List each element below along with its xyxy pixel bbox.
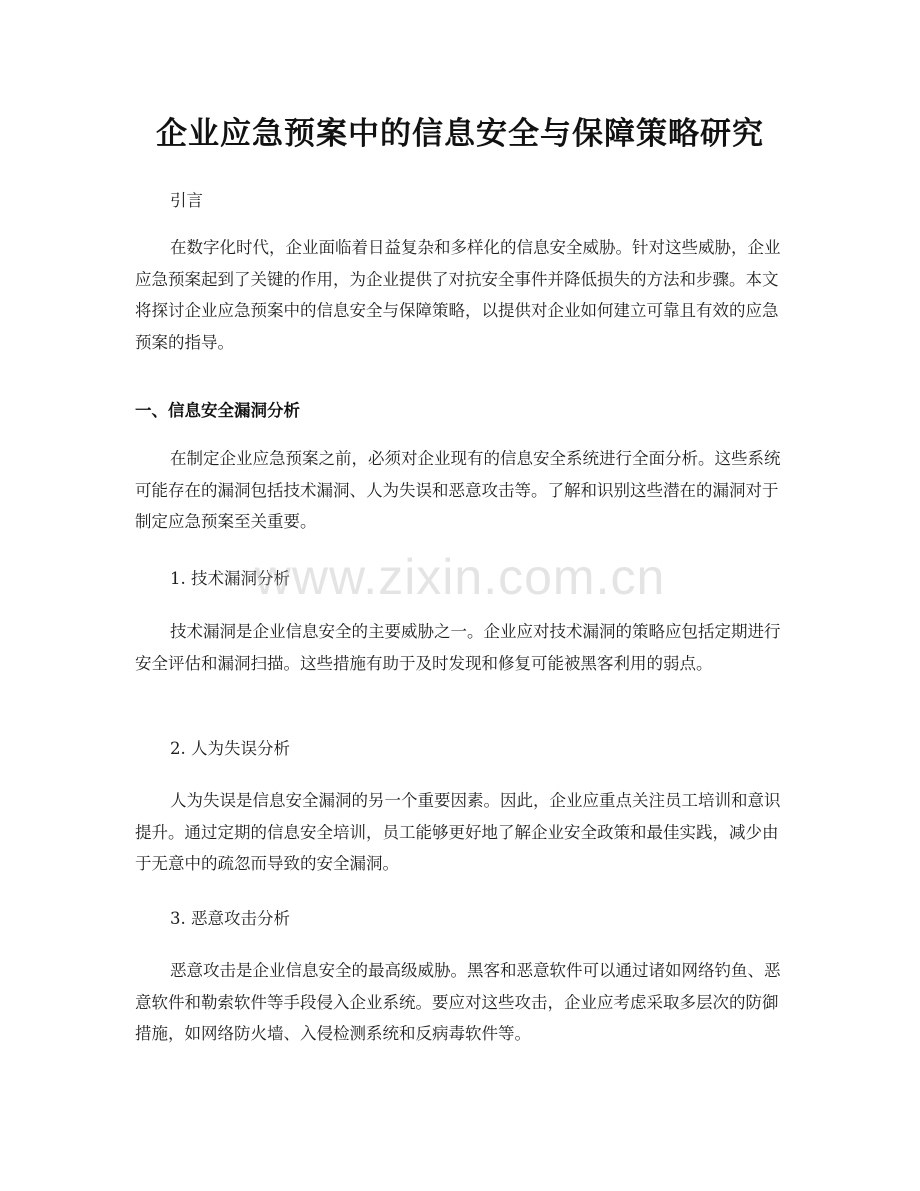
subsection-2-paragraph: 人为失误是信息安全漏洞的另一个重要因素。因此，企业应重点关注员工培训和意识提升。通过定期的信息安全培训，员工能够更好地了解企业安全政策和最佳实践，减少由于无意中的疏忽而导致的安全漏洞。 bbox=[135, 791, 781, 873]
subsection-3-heading: 3. 恶意攻击分析 bbox=[170, 909, 290, 928]
intro-label: 引言 bbox=[170, 191, 203, 210]
subsection-3-paragraph: 恶意攻击是企业信息安全的最高级威胁。黑客和恶意软件可以通过诸如网络钓鱼、恶意软件和勒索软件等手段侵入企业系统。要应对这些攻击，企业应考虑采取多层次的防御措施，如网络防火墙、入侵检测系统和反病毒软件等。 bbox=[135, 961, 781, 1043]
watermark: www.zixin.com.cn bbox=[254, 549, 666, 605]
subsection-2-heading: 2. 人为失误分析 bbox=[170, 739, 290, 758]
document-title: 企业应急预案中的信息安全与保障策略研究 bbox=[156, 116, 764, 152]
section-1-heading: 一、信息安全漏洞分析 bbox=[135, 401, 300, 420]
subsection-1-heading: 1. 技术漏洞分析 bbox=[170, 569, 290, 588]
intro-paragraph: 在数字化时代，企业面临着日益复杂和多样化的信息安全威胁。针对这些威胁，企业应急预案起到了关键的作用，为企业提供了对抗安全事件并降低损失的方法和步骤。本文将探讨企业应急预案中的信息安全与保障策略，以提供对企业如何建立可靠且有效的应急预案的指导。 bbox=[135, 238, 781, 352]
subsection-1-paragraph: 技术漏洞是企业信息安全的主要威胁之一。企业应对技术漏洞的策略应包括定期进行安全评估和漏洞扫描。这些措施有助于及时发现和修复可能被黑客利用的弱点。 bbox=[135, 622, 781, 673]
section-1-paragraph: 在制定企业应急预案之前，必须对企业现有的信息安全系统进行全面分析。这些系统可能存在的漏洞包括技术漏洞、人为失误和恶意攻击等。了解和识别这些潜在的漏洞对于制定应急预案至关重要。 bbox=[135, 449, 781, 531]
